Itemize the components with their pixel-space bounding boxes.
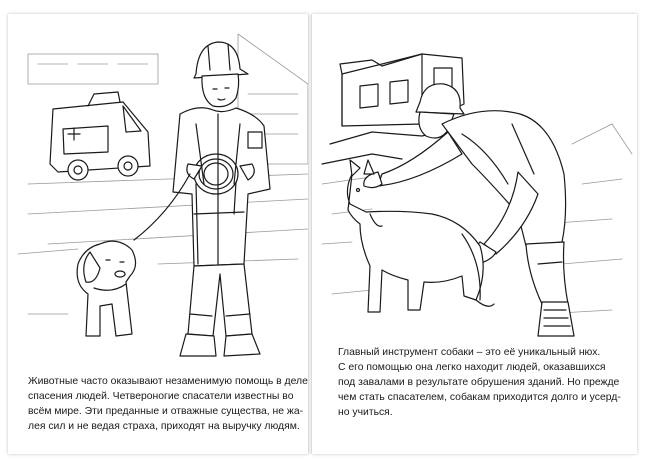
rescuer-with-dog-illustration [8,14,308,364]
left-page [8,14,308,454]
caption-line: лея сил и не ведая страха, приходят на выручку людям. [28,421,300,432]
caption-line: но учиться. [338,407,393,418]
caption-line: спасения людей. Четвероногие спасатели известны во [28,391,294,402]
caption-line: Главный инструмент собаки – это её уникальный нюх. [338,347,601,358]
caption-line: Животные часто оказывают незаменимую помощь в деле [28,376,308,387]
caption-line: всём мире. Эти преданные и отважные существа, не жа- [28,406,304,417]
left-page-caption [28,374,308,434]
right-page [312,14,637,454]
caption-line: С его помощью она легко находит людей, оказавшихся [338,362,606,373]
dog-drawing [77,241,135,336]
rescuer-figure [134,42,270,356]
rescuer-petting-dog-illustration [312,14,637,339]
right-page-caption [338,345,628,420]
ambulance-drawing [50,92,150,180]
caption-line: чем стать спасателем, собакам приходится долго и усерд- [338,392,621,403]
caption-line: под завалами в результате обрушения зданий. Но прежде [338,377,620,388]
